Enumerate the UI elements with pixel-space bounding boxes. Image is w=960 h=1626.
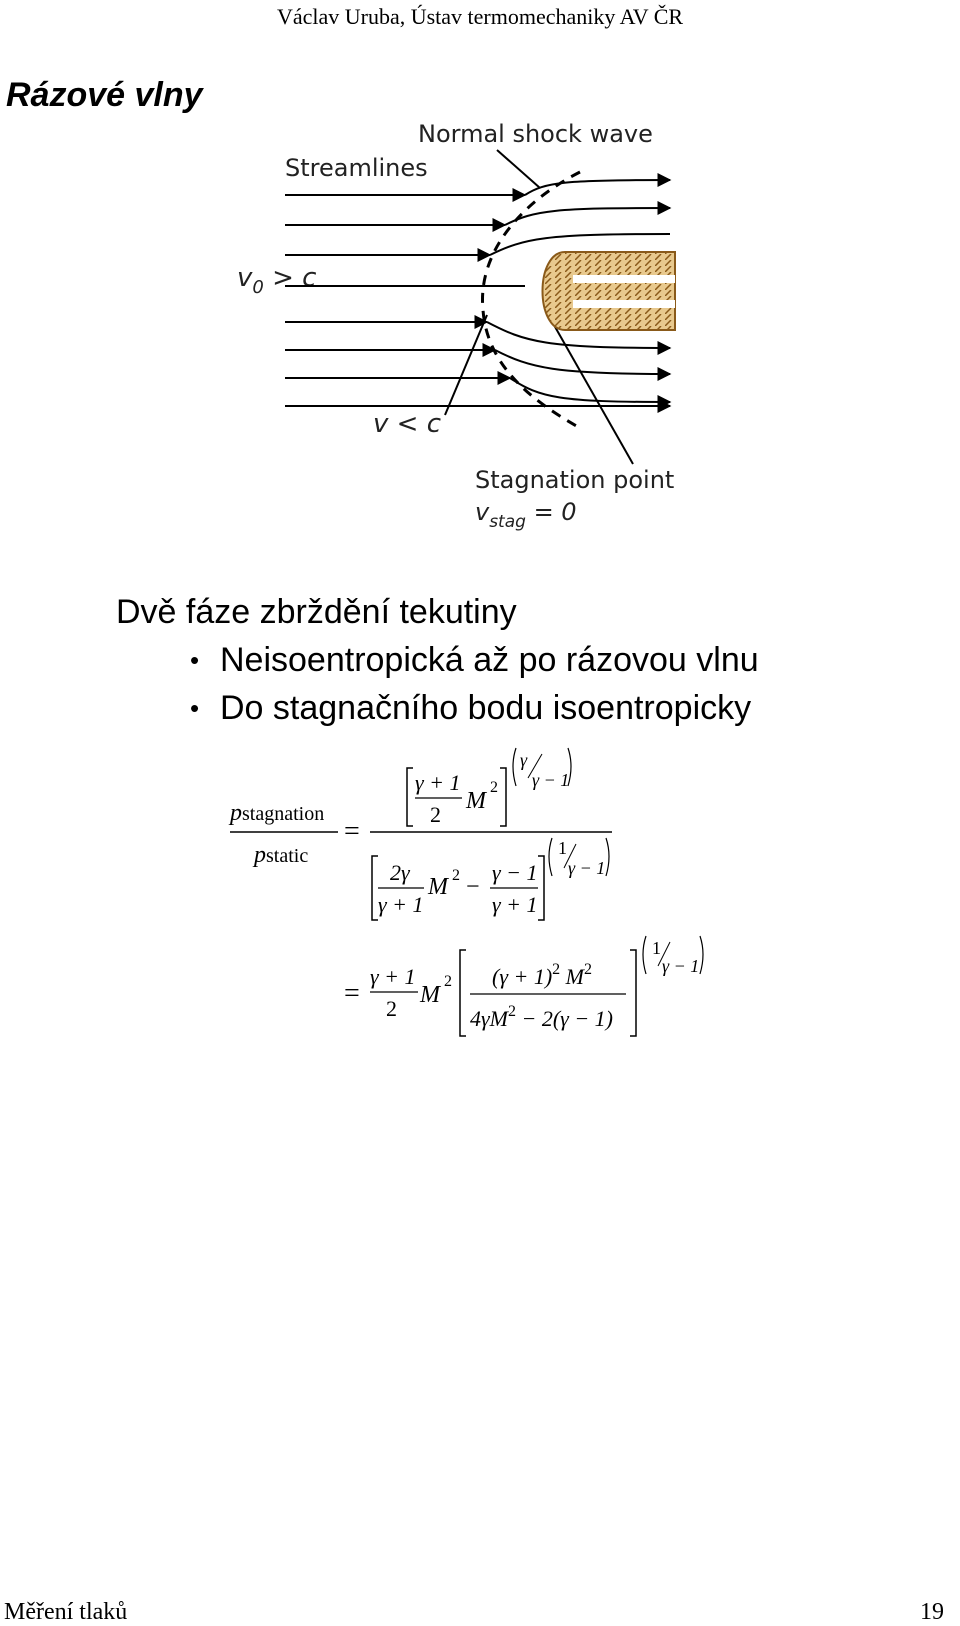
svg-text:γ + 1: γ + 1 — [492, 892, 538, 917]
svg-text:γ − 1: γ − 1 — [662, 956, 700, 976]
svg-text:pstatic: pstatic — [254, 842, 309, 868]
text-block — [116, 588, 759, 732]
slide-title: Rázové vlny — [6, 76, 203, 114]
svg-text:2γ: 2γ — [390, 860, 410, 885]
svg-text:pstagnation: pstagnation — [230, 800, 325, 826]
svg-text:(γ + 1)2 M2: $(\gamma + 1)^2$ $M^2$ — [492, 961, 592, 989]
svg-text:γ: γ — [520, 750, 528, 770]
phases-heading: Dvě fáze zbrždění tekutiny — [116, 593, 517, 631]
vstag-label: $v_{stag} = 0$ — [475, 498, 577, 532]
stagnation-pressure-formula — [220, 740, 740, 1060]
bullet-item: • Do stagnačního bodu isoentropicky — [220, 684, 759, 732]
svg-text:γ + 1: γ + 1 — [415, 770, 461, 795]
normal-shock-label: Normal shock wave — [418, 120, 653, 148]
page-header: Václav Uruba, Ústav termomechaniky AV ČR — [276, 4, 684, 29]
bullet-item: • Neisoentropická až po rázovou vlnu — [220, 636, 759, 684]
svg-text:=: = — [344, 816, 360, 847]
svg-text:1: 1 — [652, 938, 661, 958]
svg-text:M: M — [428, 874, 448, 900]
svg-text:M: M — [420, 982, 440, 1008]
svg-text:1: 1 — [558, 838, 567, 858]
svg-text:4γM2 − 2(γ − 1): $4\gamma M^2 - 2(\gamma - 1)$ — [470, 1003, 614, 1031]
streamlines-label: Streamlines — [285, 154, 428, 182]
svg-text:2: 2 — [386, 996, 397, 1021]
page-number: 19 — [920, 1599, 944, 1625]
svg-text:2: 2 — [452, 867, 460, 884]
svg-text:γ + 1: γ + 1 — [378, 892, 424, 917]
v0-label: $v_0 > c$ — [237, 263, 317, 298]
svg-text:γ − 1: γ − 1 — [532, 770, 570, 790]
svg-text:γ − 1: γ − 1 — [568, 858, 606, 878]
svg-text:M: M — [466, 788, 486, 814]
svg-text:γ + 1: γ + 1 — [370, 964, 416, 989]
svg-text:2: 2 — [430, 802, 441, 827]
shock-wave-diagram — [225, 110, 715, 550]
stagnation-label: Stagnation point — [475, 466, 675, 494]
svg-text:−: − — [466, 874, 480, 900]
svg-text:2: 2 — [490, 779, 498, 796]
svg-text:=: = — [344, 978, 360, 1009]
svg-text:γ − 1: γ − 1 — [492, 860, 538, 885]
footer-title: Měření tlaků — [4, 1599, 128, 1625]
svg-text:2: 2 — [444, 973, 452, 990]
bullet-list — [116, 636, 759, 732]
v-less-c-label: v < c — [373, 409, 441, 439]
